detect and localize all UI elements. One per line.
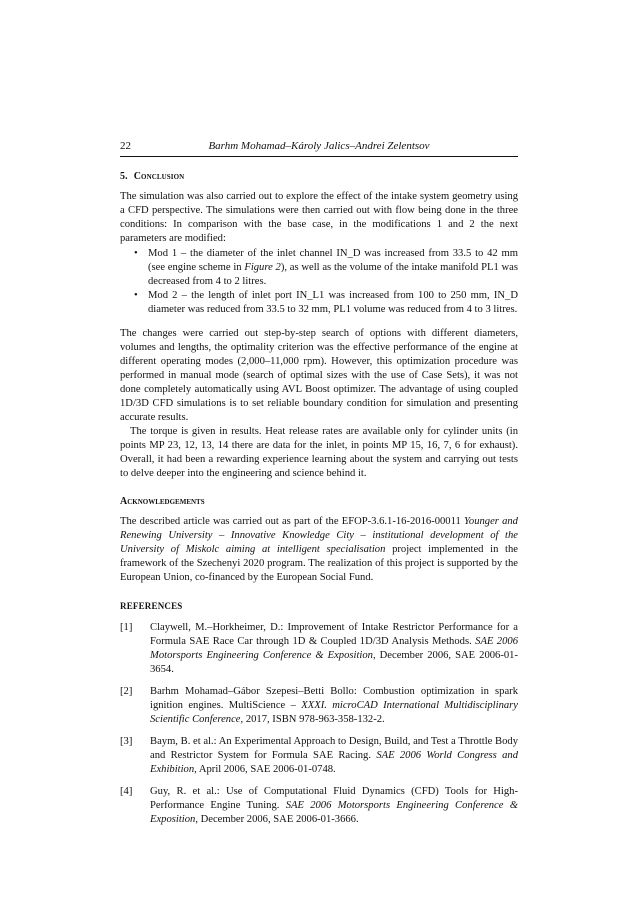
list-item: • Mod 1 – the diameter of the inlet channel IN_D was increased from 33.5 to 42 mm (see engine scheme in Figure 2), as well as the volume of the intake manifold PL1 was decreased from 4 to 2 litres.	[134, 248, 518, 287]
bullet-icon: •	[134, 290, 138, 301]
reference-number: [4]	[120, 786, 133, 797]
page-number: 22	[120, 140, 131, 152]
section-number: 5.	[120, 171, 128, 182]
references-heading: REFERENCES	[120, 601, 183, 611]
reference-item	[120, 735, 518, 777]
acknowledgements-paragraph: The described article was carried out as part of the EFOP-3.6.1-16-2016-00011 Younger and Renewing University – Innovative Knowledge City – institutional development of the University of Miskolc aiming at intelligent specialisation project implemented in the framework of the Szechenyi 2020 program. The realization of this project is supported by the European Union, co-financed by the European Social Fund.	[120, 516, 518, 583]
conclusion-paragraph-3: The torque is given in results. Heat release rates are available only for cylinder units (in points MP 23, 12, 13, 14 there are data for the inlet, in points MP 15, 16, 7, 6 for exhaust). Overall, it had been a rewarding experience learning about the system and carrying out tests to delve deeper into the engineering and science behind it.	[120, 426, 518, 479]
reference-item	[120, 621, 518, 677]
acknowledgements-heading: Acknowledgements	[120, 496, 205, 507]
bullet-icon: •	[134, 248, 138, 259]
running-header-authors: Barhm Mohamad–Károly Jalics–Andrei Zelentsov	[208, 140, 430, 152]
section-title: Conclusion	[133, 171, 185, 182]
section-heading-conclusion	[120, 170, 518, 184]
reference-number: [2]	[120, 686, 133, 697]
running-header	[120, 140, 518, 156]
conclusion-intro-paragraph: The simulation was also carried out to explore the effect of the intake system geometry using a CFD perspective. The simulations were then carried out with flow being done in the three conditions: In comparison with the base case, in the modifications 1 and 2 the next parameters are modified:	[120, 191, 518, 244]
reference-text: Guy, R. et al.: Use of Computational Fluid Dynamics (CFD) Tools for High-Performance Engine Tuning. SAE 2006 Motorsports Engineering Conference & Exposition, December 2006, SAE 2006-01-3666.	[150, 786, 518, 825]
reference-number: [3]	[120, 736, 133, 747]
reference-text: Baym, B. et al.: An Experimental Approach to Design, Build, and Test a Throttle Body and Restrictor System for Formula SAE Racing. SAE 2006 World Congress and Exhibition, April 2006, SAE 2006-01-0748.	[150, 736, 518, 775]
modification-list	[120, 247, 518, 317]
page-body	[120, 170, 518, 835]
reference-number: [1]	[120, 622, 133, 633]
list-item: • Mod 2 – the length of inlet port IN_L1 was increased from 100 to 250 mm, IN_D diameter was reduced from 33.5 to 32 mm, PL1 volume was reduced from 4 to 3 litres.	[134, 290, 518, 315]
figure-reference: Figure 2	[244, 262, 281, 273]
reference-item	[120, 685, 518, 727]
conclusion-paragraph-2: The changes were carried out step-by-step search of options with different diameters, volumes and lengths, the optimality criterion was the effective performance of the engine at different operating modes (2,000–11,000 rpm). However, this optimization procedure was performed in manual mode (search of optimal sizes with the use of Case Sets), it was not done completely automatically using AVL Boost optimizer. The advantage of using coupled 1D/3D CFD simulations is to set reliable boundary condition for simulation and presenting accurate results.	[120, 328, 518, 423]
header-rule	[120, 156, 518, 157]
reference-item	[120, 785, 518, 827]
reference-text: Claywell, M.–Horkheimer, D.: Improvement of Intake Restrictor Performance for a Formula SAE Race Car through 1D & Coupled 1D/3D Analysis Methods. SAE 2006 Motorsports Engineering Conference & Exposition, December 2006, SAE 2006-01-3654.	[150, 622, 519, 675]
reference-text: Barhm Mohamad–Gábor Szepesi–Betti Bollo: Combustion optimization in spark ignition engines. MultiScience – XXXI. microCAD International Multidisciplinary Scientific Conference, 2017, ISBN 978-963-358-132-2.	[150, 686, 518, 725]
